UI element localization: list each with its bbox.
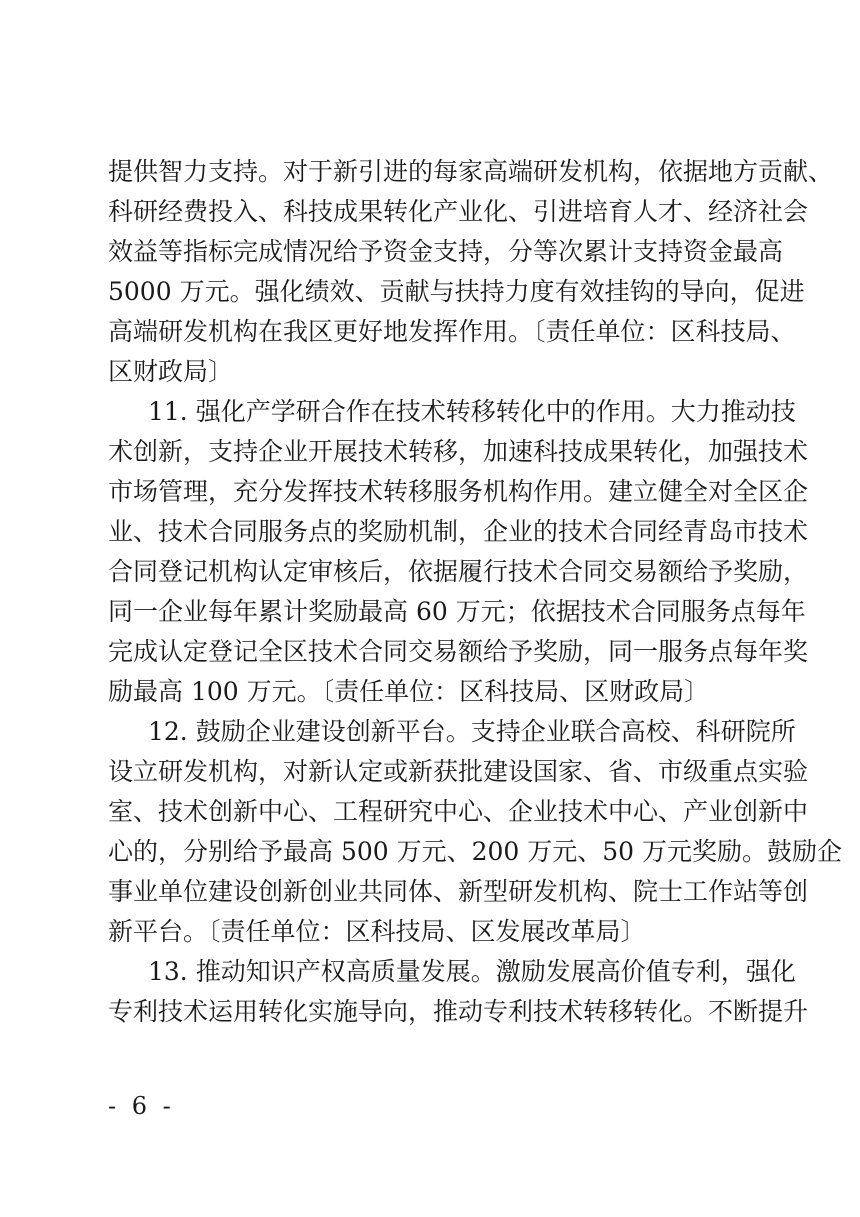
paragraph-12-first-line: 12. 鼓励企业建设创新平台。支持企业联合高校、科研院所 [148,717,796,746]
text-line: 区财政局〕 [108,357,234,386]
paragraph-13-first-line: 13. 推动知识产权高质量发展。激励发展高价值专利，强化 [148,957,796,986]
text-line: 励最高 100 万元。〔责任单位：区科技局、区财政局〕 [108,677,710,706]
text-line: 业、技术合同服务点的奖励机制，企业的技术合同经青岛市技术 [108,517,809,546]
text-line: 科研经费投入、科技成果转化产业化、引进培育人才、经济社会 [108,197,809,226]
text-line: 术创新，支持企业开展技术转移，加速科技成果转化，加强技术 [108,437,809,466]
text-line: 事业单位建设创新创业共同体、新型研发机构、院士工作站等创 [108,877,809,906]
text-line: 效益等指标完成情况给予资金支持，分等次累计支持资金最高 [108,237,784,266]
text-line: 5000 万元。强化绩效、贡献与扶持力度有效挂钩的导向，促进 [108,277,805,306]
text-line: 同一企业每年累计奖励最高 60 万元；依据技术合同服务点每年 [108,597,806,626]
text-line: 合同登记机构认定审核后，依据履行技术合同交易额给予奖励， [108,557,809,586]
text-line: 专利技术运用转化实施导向，推动专利技术转移转化。不断提升 [108,997,809,1026]
text-line: 心的，分别给予最高 500 万元、200 万元、50 万元奖励。鼓励企 [108,837,843,866]
text-line: 新平台。〔责任单位：区科技局、区发展改革局〕 [108,917,646,946]
text-line: 室、技术创新中心、工程研究中心、企业技术中心、产业创新中 [108,797,809,826]
text-line: 提供智力支持。对于新引进的每家高端研发机构，依据地方贡献、 [108,157,834,186]
text-line: 设立研发机构，对新认定或新获批建设国家、省、市级重点实验 [108,757,809,786]
text-line: 高端研发机构在我区更好地发挥作用。〔责任单位：区科技局、 [108,317,796,346]
text-line: 市场管理，充分发挥技术转移服务机构作用。建立健全对全区企 [108,477,809,506]
text-line: 完成认定登记全区技术合同交易额给予奖励，同一服务点每年奖 [108,637,809,666]
paragraph-11-first-line: 11. 强化产学研合作在技术转移转化中的作用。大力推动技 [148,397,796,426]
body-text [108,152,843,1032]
page-number: - 6 - [108,1092,175,1120]
